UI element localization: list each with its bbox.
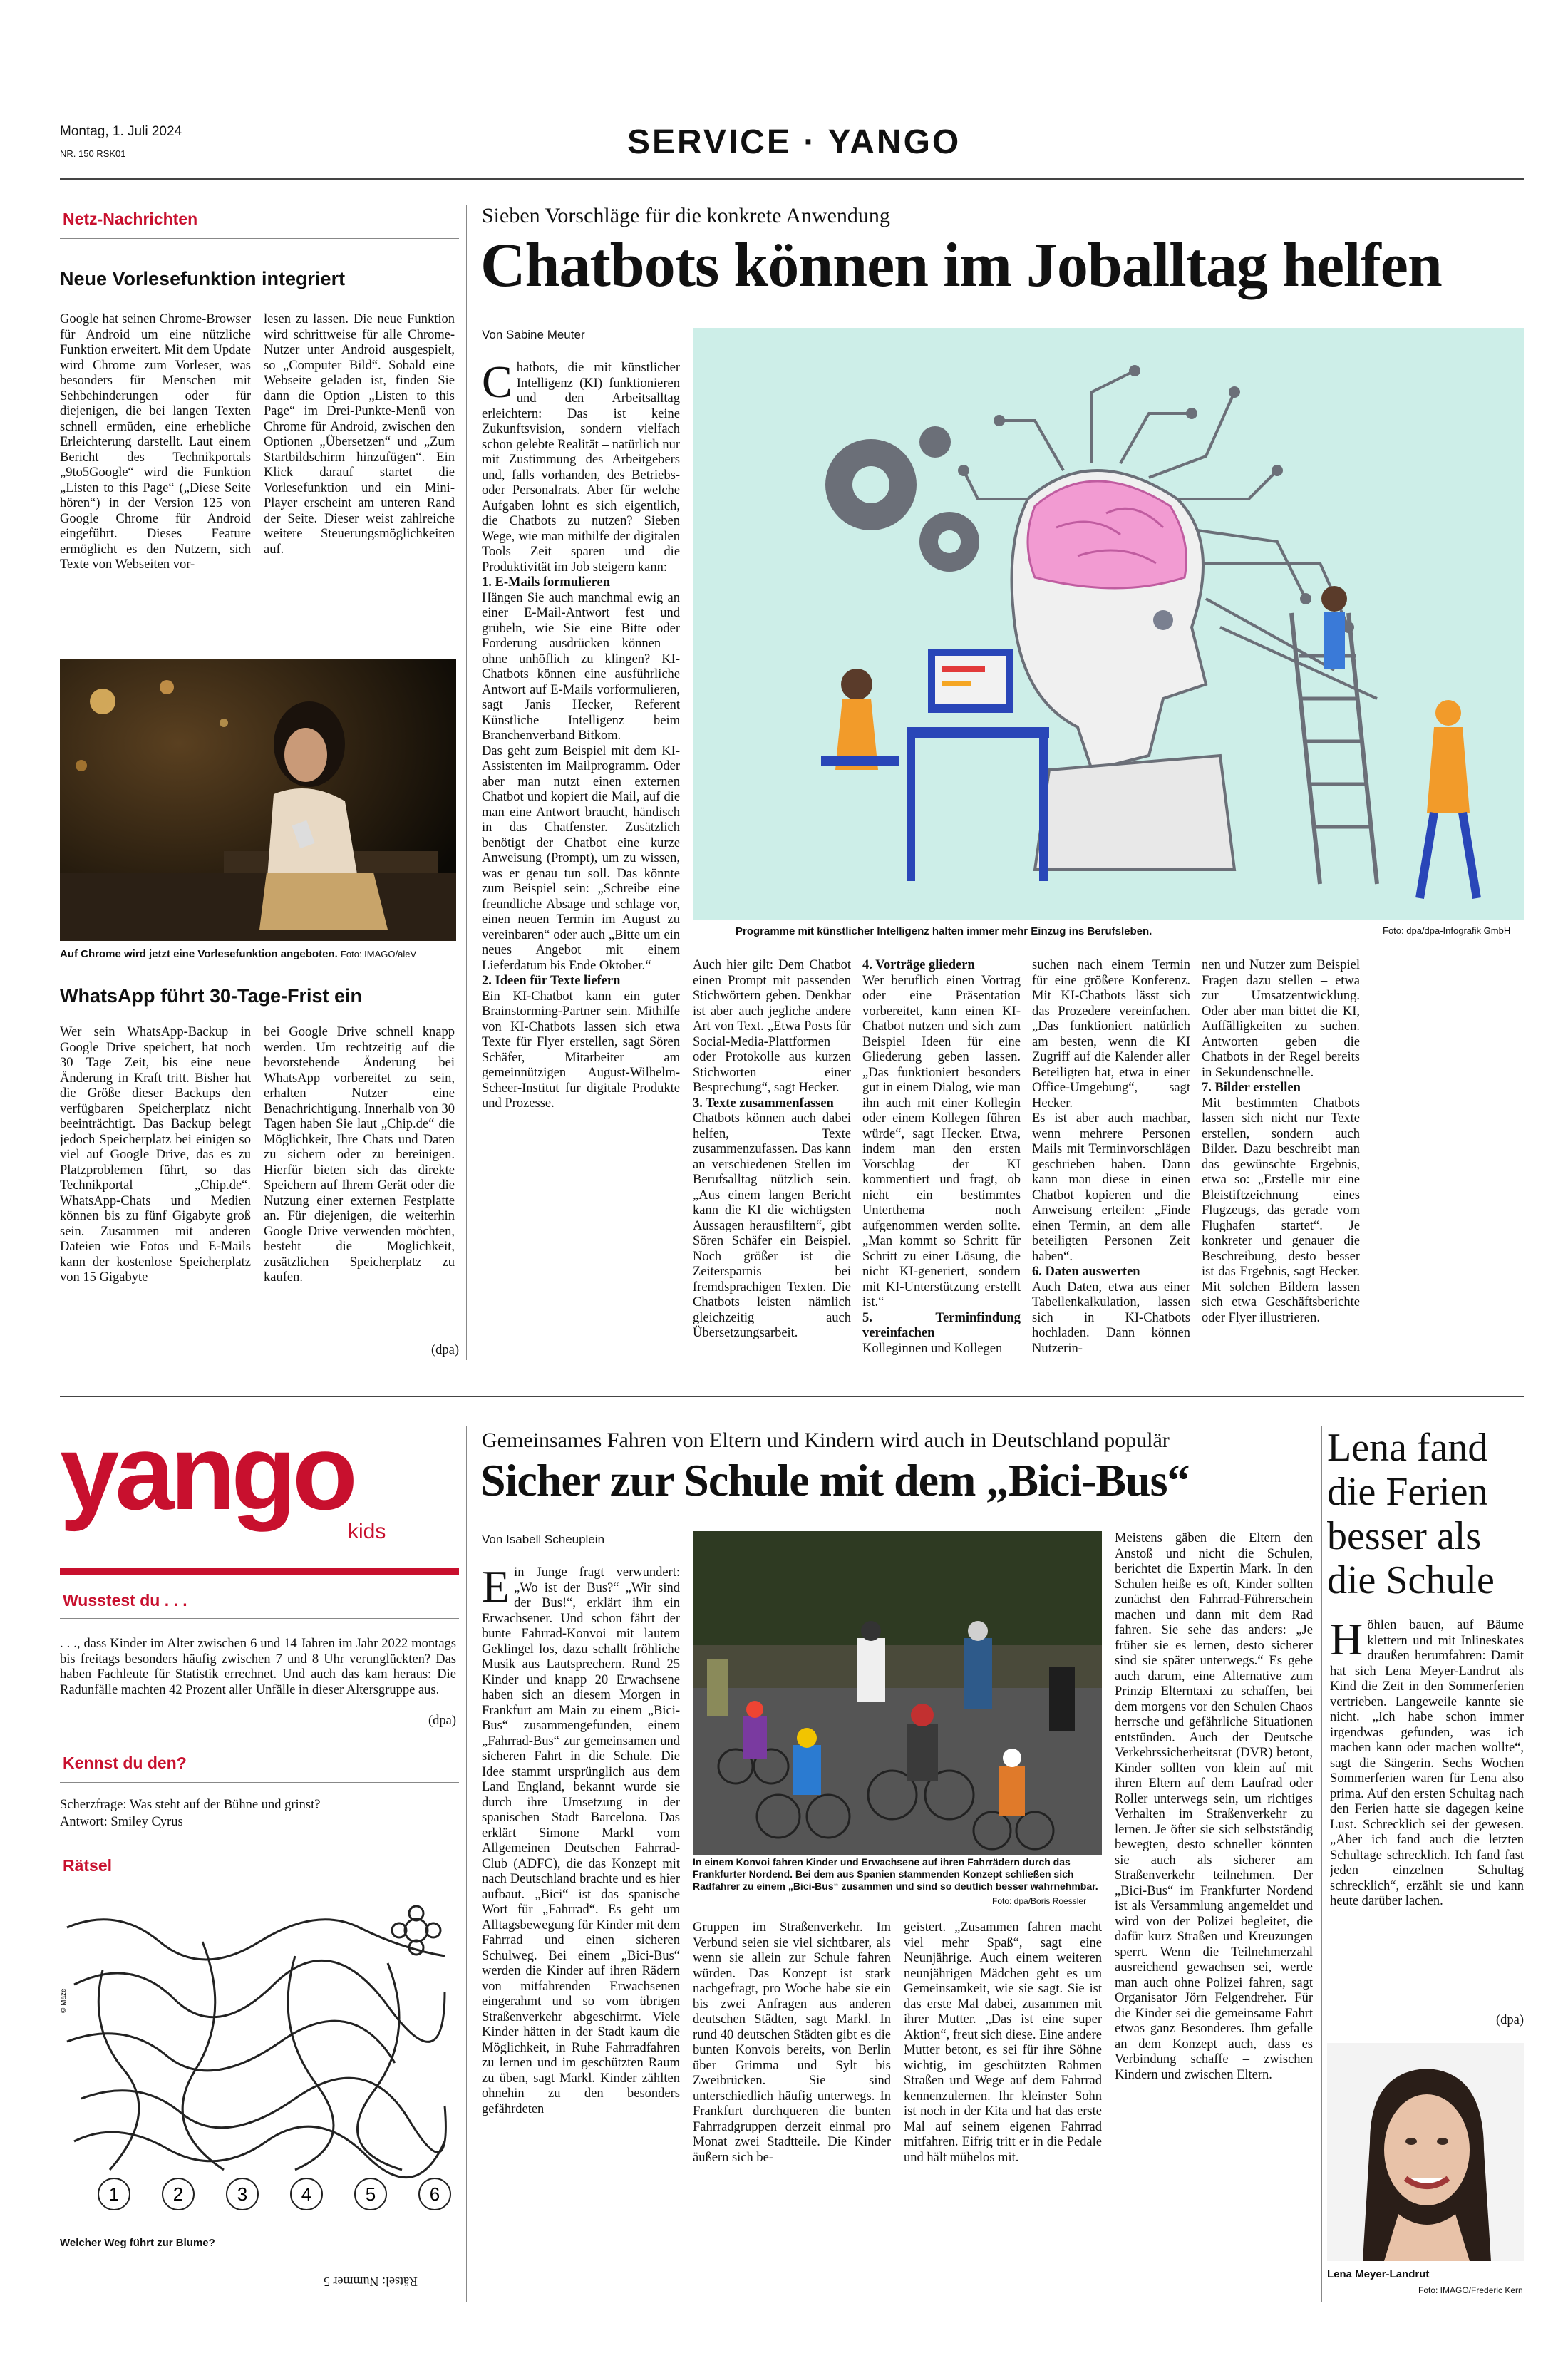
chatbot-p9: Es ist aber auch machbar, wenn mehrere Personen Mails mit Terminvorschlägen geschrieben haben. Dann kann man diese in einen Chatbot kopieren und die Anweisung erteilen: „Finde einen Termin, an dem alle beteiligten Personen Zeit haben“. xyxy=(1032,1111,1190,1264)
netz-rule xyxy=(60,238,459,239)
lena-source: (dpa) xyxy=(1495,2013,1524,2027)
bicibus-headline: Sicher zur Schule mit dem „Bici-Bus“ xyxy=(480,1455,1190,1505)
lena-text xyxy=(1330,1618,1524,2017)
chatbot-h2: 2. Ideen für Texte liefern xyxy=(482,974,621,988)
netz-nachrichten-box xyxy=(60,205,459,1360)
chrome-photo-caption xyxy=(60,948,456,961)
chatbot-p12: Mit bestimmten Chatbots lassen sich nicht nur Texte erstellen, sondern auch Bilder. Dazu beschreibt man das gewünschte Ergebnis, etwa so: „Erstelle mir eine Bleistiftzeichnung eines Flugzeugs, das gerade vom Flughafen startet“. Je konkreter und genauer die Beschreibung, desto besser ist das Ergebnis, sagt Hecker. Mit solchen Bildern lassen sich etwa Geschäftsberichte oder Flyer illustrieren. xyxy=(1202,1096,1360,1325)
lena-headline: Lena fand die Ferien besser als die Schule xyxy=(1327,1426,1495,1602)
chatbot-p6: Wer beruflich einen Vortrag oder eine Präsentation vorbereitet, kann einen KI-Chatbot nutzen und sich zum Beispiel Ideen für eine Gliederung geben lassen. „Das funktioniert besonders gut in einem Dialog, wie man ihn auch mit einer Kollegin oder einem Kollegen führen würde“, sagt Hecker. Etwa, indem man den ersten Vorschlag der KI kommentiert und fragt, ob nicht ein bestimmtes Unterthema noch aufgenommen werden sollte. „Man kommt so Schritt für Schritt zu einer Lösung, die nicht KI-generiert, sondern mit KI-Unterstützung erstellt ist.“ xyxy=(862,973,1021,1309)
kennst-answer: Antwort: Smiley Cyrus xyxy=(60,1815,183,1829)
chatbot-intro: hatbots, die mit künstlicher Intelligenz (KI) funktionieren und den Arbeitsalltag erleichtern: Das ist keine Zukunftsvision, sondern vielfach schon gelebte Realität – natürlich nur mit Zustimmung des Arbeitgebers und, falls vorhanden, des Betriebs- oder Personalrats. Aber für welche Aufgaben lohnt es sich eigentlich, die Chatbots zu nutzen? Sieben Wege, wie man mithilfe der digitalen Tools Zeit sparen und die Produktivität im Job steigern kann: xyxy=(482,361,680,575)
maze-number-circles xyxy=(98,2178,450,2210)
chatbot-headline: Chatbots können im Joballtag helfen xyxy=(480,231,1442,300)
chatbot-p7: Kolleginnen und Kollegen xyxy=(862,1341,1003,1356)
maze-number-2: 2 xyxy=(172,2183,184,2205)
chatbot-dropcap: C xyxy=(482,361,512,407)
chatbot-h1: 1. E-Mails formulieren xyxy=(482,575,611,590)
bicibus-byline: Von Isabell Scheuplein xyxy=(482,1533,605,1546)
raetsel-solution: Rätsel: Nummer 5 xyxy=(324,2275,418,2289)
bicibus-col2: Gruppen im Straßenverkehr. Im Verbund seien sie viel sichtbarer, als wenn sie allein zur Schule fahren würden. Das Konzept ist stark nachgefragt, pro Woche habe sie ein bis zwei Anfragen aus anderen deutschen Städten, sagt Markl. In rund 40 deutschen Städten gibt es die bunten Konvois bereits, von Berlin über Grimma und Sylt bis Zweibrücken. Sie sind unterschiedlich häufig unterwegs. In Frankfurt durchqueren die bunten Fahrradgruppen derzeit einmal pro Monat zwei Stadtteile. Die Kinder äußern sich be- xyxy=(693,1920,891,2165)
lena-left-rule xyxy=(1321,1426,1322,2302)
chatbot-col5 xyxy=(1202,958,1360,1362)
chatbot-p11: nen und Nutzer zum Beispiel Fragen dazu stellen – etwa zur Umsatzentwicklung. Oder aber man bittet die KI, Auffälligkeiten zu suchen. Antworten geben die Chatbots in der Regel bereits in Sekundenschnelle. xyxy=(1202,958,1360,1080)
chatbot-col1 xyxy=(482,361,680,1362)
chrome-caption-credit: Foto: IMAGO/aleV xyxy=(340,949,417,959)
ai-illustration xyxy=(693,328,1524,920)
masthead-date: Montag, 1. Juli 2024 xyxy=(60,124,182,139)
section-header: SERVICE · YANGO xyxy=(627,123,961,161)
chatbot-p8: suchen nach einem Termin für eine größere Konferenz. Mit KI-Chatbots lässt sich das Prozedere vereinfachen. „Das funktioniert natürlich am besten, wenn die KI Zugriff auf die Kalender aller Beteiligten hat, etwa in einer Office-Umgebung“, sagt Hecker. xyxy=(1032,958,1190,1111)
chatbot-col2 xyxy=(693,958,851,1362)
bicibus-photo xyxy=(693,1531,1102,1855)
maze-number-6: 6 xyxy=(429,2183,440,2205)
bicibus-caption-text: In einem Konvoi fahren Kinder und Erwachsene auf ihren Fahrrädern durch das Frankfurter Nordend. Bei dem aus Spanien stammenden Konzept schließen sich Radfahrer zu einem „Bici-Bus“ zusammen und sind so deutlich besser wahrnehmbar. xyxy=(693,1856,1098,1892)
yango-logo-sub: kids xyxy=(348,1520,386,1543)
netz-section-title: Netz-Nachrichten xyxy=(63,210,198,228)
chatbot-h3: 3. Texte zusammenfassen xyxy=(693,1096,834,1111)
lena-portrait xyxy=(1327,2043,1524,2261)
woman-smartphone-photo xyxy=(60,659,456,941)
bike-convoy-photo xyxy=(693,1531,1102,1855)
chatbot-col3 xyxy=(862,958,1021,1362)
kennst-title: Kennst du den? xyxy=(63,1754,187,1772)
yango-logo: yango xyxy=(60,1412,354,1532)
vorlese-text-col2: lesen zu lassen. Die neue Funktion wird schrittweise für alle Chrome-Nutzer unter Android ausgespielt, so „Computer Bild“. Sobald eine Webseite geladen ist, finden Sie dann die Option „Listen to this Page“ im Drei-Punkte-Menü von Chrome für Android, zwischen den Optionen „Übersetzen“ und „Zum Startbildschirm hinzufügen“. Ein Klick darauf startet die Vorlesefunktion und ein Mini-Player erscheint am unteren Rand der Seite. Dieser weist zahlreiche weitere Steuerungsmöglichkeiten auf. xyxy=(264,312,455,557)
lena-credit: Foto: IMAGO/Frederic Kern xyxy=(1418,2285,1523,2295)
bicibus-text1: in Junge fragt verwundert: „Wo ist der Bus?“ „Wir sind der Bus!“, erklärt ihm ein Erwachsener. Und schon fährt der bunte Fahrrad-Konvoi mit lautem Geklingel los, dazu schallt fröhliche Musik aus Lautsprechern. Rund 25 Kinder und knapp 20 Erwachsene haben sich an diesem Morgen in Frankfurt am Main zu einem „Bici-Bus“ zusammengefunden, einem „Fahrrad-Bus“ zur gemeinsamen und sicheren Fahrt in die Schule. Die Idee stammt ursprünglich aus dem Land England, bekannt wurde sie durch ihre Umsetzung in der spanischen Stadt Barcelona. Das erklärt Simone Markl vom Allgemeinen Deutschen Fahrrad-Club (ADFC), die das Konzept mit nach Deutschland brachte und es hier aufbaut. „Bici“ ist das spanische Wort für „Fahrrad“. Es geht um Alltagsbewegung für Kinder mit dem Fahrrad und einen sicheren Schulweg. Bei einem „Bici-Bus“ werden die Kinder auf ihren Rädern von mitfahrenden Erwachsenen eingerahmt und so vom übrigen Straßenverkehr abgeschirmt. Viele Kinder hätten in der Stadt kaum die Möglichkeit, in Ruhe Fahrradfahren zu lernen und im geschützten Raum zu üben, sagt Markl. Kinder zählten ohnehin zu den besonders gefährdeten xyxy=(482,1565,680,2116)
chatbot-p4: Auch hier gilt: Dem Chatbot einen Prompt mit passenden Stichwörtern geben. Denkbar ist aber auch jegliche andere Art von Text. „Etwa Posts für Social-Media-Plattformen oder Protokolle aus kurzen Stichworten einer Besprechung“, sagt Hecker. xyxy=(693,958,851,1095)
chatbot-h7: 7. Bilder erstellen xyxy=(1202,1081,1301,1095)
masthead-issue: NR. 150 RSK01 xyxy=(60,148,126,159)
bicibus-col4: Meistens gäben die Eltern den Anstoß und nicht die Schulen, berichtet die Expertin Mark. In den Schulen heiße es oft, Kinder sollten zunächst den Fahrrad-Führerschein machen und dann mit dem Rad fahren. Sie sehe das anders: „Je früher sie es lernen, desto sicherer sind sie später unterwegs.“ Es gehe auch darum, eine Alternative zum Prinzip Elterntaxi zu schaffen, bei dem morgens vor den Schulen Chaos herrsche und gefährliche Situationen entstünden. Auch der Deutsche Verkehrssicherheitsrat (DVR) betont, Kinder sollten von klein auf mit ihren Eltern auf dem Laufrad oder Roller unterwegs sein, um richtiges Verhalten im Straßenverkehr zu lernen. Je öfter sie sich selbstständig bewegten, desto schneller könnten sie auch als sicherer am Straßenverkehr teilnehmen. Der „Bici-Bus“ im Frankfurter Nordend ist als Versammlung angemeldet und wird von der Polizei begleitet, die dafür kurz Straßen und Kreuzungen sperrt. Wenn die Teilnehmerzahl ausreichend gewachsen sei, werde man auch ohne Polizei fahren, sagt Organisator Jörn Felgendreher. Für die Kinder sei die gemeinsame Fahrt etwas ganz Besonderes. Ihm gefalle an dem Konzept auch, dass es Verbindung schaffe – zwischen Kindern und zwischen Eltern. xyxy=(1115,1531,1313,2082)
bicibus-col3: geistert. „Zusammen fahren macht viel mehr Spaß“, sagt eine Neunjährige. Auch einem weiteren neunjährigen Mädchen geht es um Gemeinsamkeit, wie sie sagt. Sie ist das erste Mal dabei, zusammen mit ihrer Mutter. „Das ist eine super Aktion“, freut sich diese. Eine andere Mutter betont, es sei für ihre Söhne wichtig, im geschützten Rahmen Straßen und Wege auf dem Fahrrad kennenzulernen. Ihr kleinster Sohn ist noch in der Kita und hat das erste Mal auf seinem eigenen Fahrrad mitfahren. Eifrig tritt er in die Pedale und hält mühelos mit. xyxy=(904,1920,1102,2165)
bicibus-photo-credit: Foto: dpa/Boris Roessler xyxy=(992,1896,1087,1906)
chatbot-p2: Das geht zum Beispiel mit dem KI-Assistenten im Mailprogramm. Oder aber man nutzt einen externen Chatbot und kopiert die Mail, auf die man eine Antwort braucht, händisch in das Chatfenster. Zusätzlich benötigt der Chatbot eine kurze Anweisung (Prompt), um zu wissen, was er genau tun soll. Das könnte zum Beispiel sein: „Schreibe eine freundliche Absage und schlage vor, einen neuen Termin im August zu vereinbaren“ oder auch „Bitte um ein neues Angebot mit einem Lieferdatum bis Ende Oktober.“ xyxy=(482,743,680,973)
chatbot-p5: Chatbots können auch dabei helfen, Texte zusammenzufassen. Das kann an verschiedenen Stellen im Berufsalltag nützlich sein. „Aus einem langen Bericht kann die KI die wichtigsten Aussagen herausfiltern“, gibt Sören Schäfer ein Beispiel. Noch größer ist die Zeitersparnis bei fremdsprachigen Texten. Die Chatbots leisten nämlich gleichzeitig auch Übersetzungsarbeit. xyxy=(693,1111,851,1340)
whatsapp-text-col2: bei Google Drive schnell knapp werden. Um rechtzeitig auf die bevorstehende Änderung bei WhatsApp vorbereitet zu sein, erhalten Nutzer eine Benachrichtigung. Innerhalb von 30 Tagen haben Sie laut „Chip.de“ die Möglichkeit, Ihre Chats und Daten zu sichern oder zu bereinigen. Hierfür bieten sich das direkte Speichern auf Ihrem Gerät oder die Nutzung einer externen Festplatte an. Für diejenigen, die weiterhin Google Drive verwenden möchten, besteht die Möglichkeit, zusätzlichen Speicherplatz zu kaufen. xyxy=(264,1025,455,1285)
whatsapp-text-col1: Wer sein WhatsApp-Backup in Google Drive speichert, hat noch 30 Tage Zeit, bis eine neue Änderung in Kraft tritt. Bisher hat die Größe dieser Backups den verfügbaren Speicherplatz nicht beeinträchtigt. Das Backup belegt jedoch Speicherplatz bei einigen so viel auf Google Drive, das es zu Platzproblemen führt, so das Technikportal „Chip.de“. WhatsApp-Chats und Medien können bis zu fünf Gigabyte groß sein. Zusammen mit anderen Dateien wie Fotos und E-Mails kann der kostenlose Speicherplatz von 15 Gigabyte xyxy=(60,1025,251,1285)
bicibus-kicker: Gemeinsames Fahren von Eltern und Kindern wird auch in Deutschland populär xyxy=(482,1429,1170,1452)
maze-number-1: 1 xyxy=(108,2183,120,2205)
chatbot-p10: Auch Daten, etwa aus einer Tabellenkalkulation, lassen sich in KI-Chatbots hochladen. Dann können Nutzerin- xyxy=(1032,1280,1190,1356)
chatbot-h4: 4. Vorträge gliedern xyxy=(862,958,975,972)
chatbot-byline: Von Sabine Meuter xyxy=(482,328,585,341)
maze-drawing xyxy=(60,1899,456,2220)
maze-number-4: 4 xyxy=(301,2183,312,2205)
chrome-caption-text: Auf Chrome wird jetzt eine Vorlesefunktion angeboten. xyxy=(60,948,338,960)
wusstest-rule xyxy=(60,1618,459,1619)
chatbot-photo-caption: Programme mit künstlicher Intelligenz halten immer mehr Einzug ins Berufsleben. xyxy=(736,925,1152,937)
maze-number-5: 5 xyxy=(365,2183,376,2205)
whatsapp-source: (dpa) xyxy=(430,1343,459,1357)
bicibus-dropcap: E xyxy=(482,1565,510,1612)
chatbot-p3: Ein KI-Chatbot kann ein guter Brainstorming-Partner sein. Mithilfe von KI-Chatbots lassen sich etwa Texte für Flyer erstellen, sagt Sören Schäfer, Mitarbeiter am gemeinnützigen August-Wilhelm-Scheer-Institut für digitale Produkte und Prozesse. xyxy=(482,989,680,1111)
chrome-photo xyxy=(60,659,456,941)
mid-page-rule xyxy=(60,1396,1524,1397)
vorlese-title: Neue Vorlesefunktion integriert xyxy=(60,268,346,289)
chatbot-col4 xyxy=(1032,958,1190,1362)
maze-puzzle xyxy=(60,1899,456,2220)
yango-red-bar xyxy=(60,1568,459,1575)
chatbot-photo-credit: Foto: dpa/dpa-Infografik GmbH xyxy=(1383,925,1511,936)
wusstest-text: . . ., dass Kinder im Alter zwischen 6 und 14 Jahren im Jahr 2022 montags bis freitags besonders häufig zwischen 7 und 8 Uhr verunglückten? Das haben Fachleute für Statistik errechnet. Und auch das kam heraus: Die Radunfälle machten 42 Prozent aller Unfälle in dieser Altersgruppe aus. xyxy=(60,1637,456,1697)
chatbot-p1: Hängen Sie auch manchmal ewig an einer E-Mail-Antwort fest und grübeln, wie Sie eine Bitte oder Forderung ausdrücken können – ohne unhöflich zu klingen? KI-Chatbots können eine ausführliche Antwort auf E-Mails vorformulieren, sagt Janis Hecker, Referent Künstliche Intelligenz beim Branchenverband Bitkom. xyxy=(482,590,680,743)
whatsapp-title: WhatsApp führt 30-Tage-Frist ein xyxy=(60,985,363,1007)
chatbot-h5: 5. Terminfindung vereinfachen xyxy=(862,1310,1021,1340)
lena-caption: Lena Meyer-Landrut xyxy=(1327,2268,1430,2280)
yango-right-rule xyxy=(466,1426,467,2302)
robot-head-illustration xyxy=(693,328,1524,920)
wusstest-source: (dpa) xyxy=(428,1714,456,1728)
netz-right-rule xyxy=(466,205,467,1360)
lena-photo xyxy=(1327,2043,1524,2261)
kennst-question: Scherzfrage: Was steht auf der Bühne und grinst? xyxy=(60,1798,321,1812)
bicibus-col1 xyxy=(482,1565,680,2304)
lena-body: öhlen bauen, auf Bäume klettern und mit Inlineskates draußen herumfahren: Damit hat sich Lena Meyer-Landrut als Kind die Zeit in den Sommerferien vertrieben. Langeweile kannte sie nicht. „Ich habe schon immer irgendwas gefunden, was ich machen kann oder machen wollte“, sagt die Sängerin. Sechs Wochen Sommerferien waren für Lena also prima. Auf den ersten Schultag nach den Ferien hatte sie dagegen keine Lust. Schrecklich sei der gewesen. „Aber ich fand auch die letzten Schultage schrecklich. Ich fand fast jeden einzelnen Schultag schrecklich“, erzählt sie und kann heute darüber lachen. xyxy=(1330,1618,1524,1908)
raetsel-title: Rätsel xyxy=(63,1856,113,1875)
chatbot-kicker: Sieben Vorschläge für die konkrete Anwendung xyxy=(482,204,890,227)
kennst-rule xyxy=(60,1782,459,1783)
chatbot-h6: 6. Daten auswerten xyxy=(1032,1265,1140,1279)
yango-kids-box xyxy=(60,1412,459,2302)
wusstest-title: Wusstest du . . . xyxy=(63,1591,187,1610)
bicibus-photo-caption xyxy=(693,1856,1102,1893)
lena-dropcap: H xyxy=(1330,1618,1363,1664)
header-rule xyxy=(60,178,1524,180)
maze-credit: © Maze xyxy=(60,1988,68,2013)
maze-number-3: 3 xyxy=(237,2183,248,2205)
vorlese-text-col1: Google hat seinen Chrome-Browser für Android um eine nützliche Funktion erweitert. Mit dem Update wird Chrome zum Vorleser, was besonders für Menschen mit Sehbehinderungen oder für diejenigen, die bei langen Texten schnell ermüden, eine erhebliche Erleichterung darstellt. Laut einem Bericht des Technikportals „9to5Google“ wird die Funktion „Listen to this Page“ („Diese Seite hören“) in der Version 125 von Google Chrome für Android eingeführt. Dieses Feature ermöglicht es den Nutzern, sich Texte von Webseiten vor- xyxy=(60,312,251,572)
raetsel-caption: Welcher Weg führt zur Blume? xyxy=(60,2237,215,2249)
